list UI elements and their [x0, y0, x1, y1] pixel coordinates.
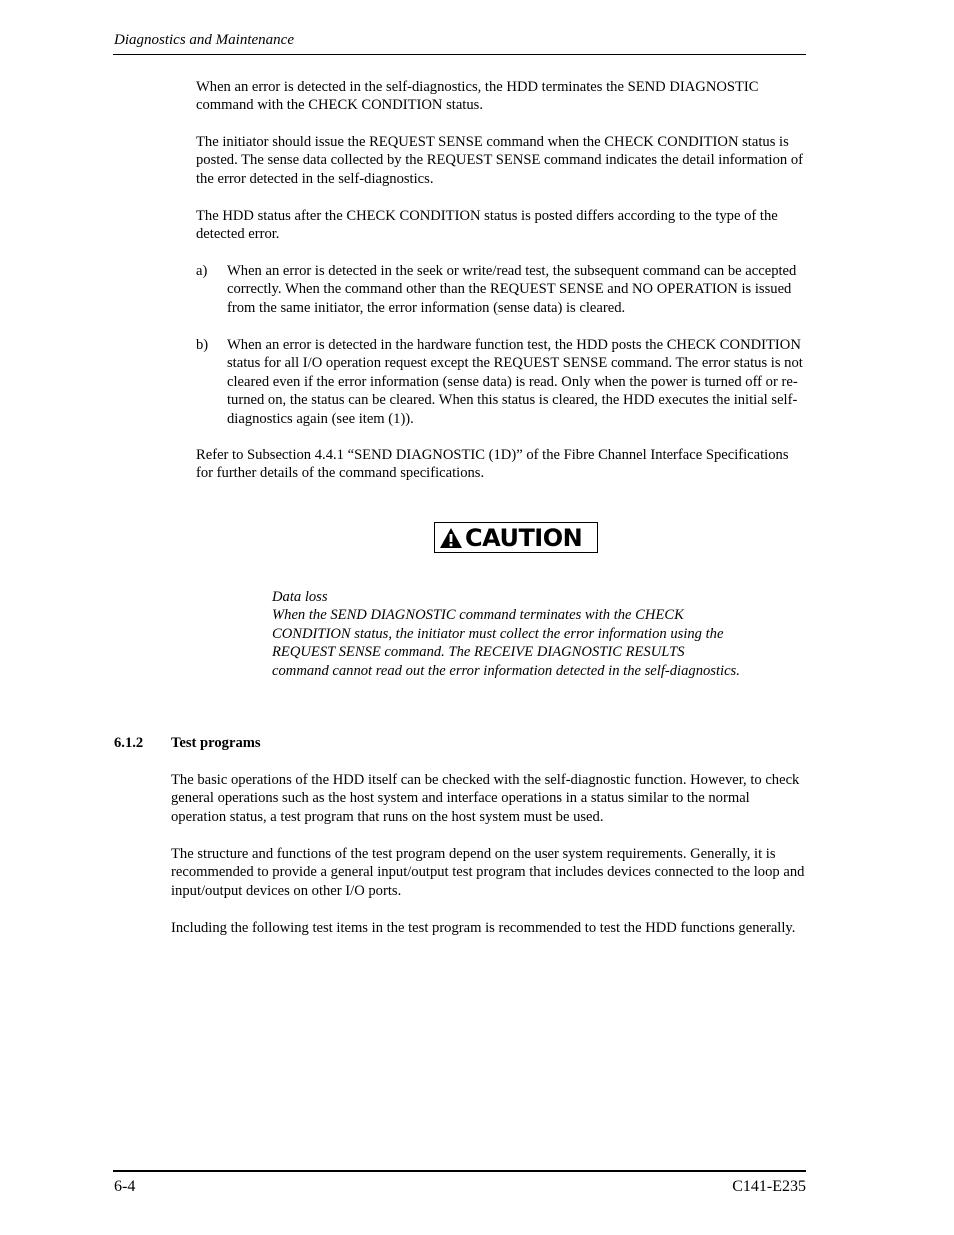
- caution-title: Data loss: [272, 589, 328, 605]
- paragraph-hdd-status: The HDD status after the CHECK CONDITION status is posted differs according to the type of the detected error.: [196, 208, 778, 243]
- paragraph-basic-operations: The basic operations of the HDD itself can be checked with the self-diagnostic function. However, to check general operations such as the host system and interface operations in a status similar to the normal operation status, a test program that runs on the host system must be used.: [171, 772, 800, 825]
- caution-body: When the SEND DIAGNOSTIC command terminates with the CHECK CONDITION status, the initiator must collect the error information using the REQUEST SENSE command. The RECEIVE DIAGNOSTIC RESULTS command cannot read out the error information detected in the self-diagnostics.: [272, 607, 740, 679]
- document-id: C141-E235: [732, 1178, 806, 1195]
- footer-divider: [113, 1170, 806, 1172]
- caution-message: [272, 588, 742, 680]
- caution-word: CAUTION: [465, 523, 583, 552]
- header-divider: [113, 54, 806, 55]
- section-title: Test programs: [171, 735, 261, 751]
- list-item-label: b): [196, 337, 209, 353]
- page-number: 6-4: [114, 1178, 136, 1195]
- paragraph-refer-subsection: Refer to Subsection 4.4.1 “SEND DIAGNOSTIC (1D)” of the Fibre Channel Interface Specifications for further details of the command specifications.: [196, 447, 789, 482]
- paragraph-error-detected: When an error is detected in the self-diagnostics, the HDD terminates the SEND DIAGNOSTIC command with the CHECK CONDITION status.: [196, 79, 759, 114]
- section-heading: [114, 735, 261, 752]
- list-item-text: When an error is detected in the seek or write/read test, the subsequent command can be accepted correctly. When the command other than the REQUEST SENSE and NO OPERATION is issued from the same initiator, the error information (sense data) is cleared.: [227, 263, 797, 316]
- list-item-label: a): [196, 263, 208, 279]
- section-number: 6.1.2: [114, 735, 144, 751]
- caution-label: [434, 522, 598, 553]
- paragraph-request-sense: The initiator should issue the REQUEST SENSE command when the CHECK CONDITION status is posted. The sense data collected by the REQUEST SENSE command indicates the detail information of the error detected in the self-diagnostics.: [196, 134, 803, 187]
- paragraph-structure-functions: The structure and functions of the test program depend on the user system requirements. Generally, it is recommended to provide a general input/output test program that includes devices connected to the loop and input/output devices on other I/O ports.: [171, 846, 805, 899]
- paragraph-test-items: Including the following test items in the test program is recommended to test the HDD functions generally.: [171, 920, 796, 936]
- running-header-title: Diagnostics and Maintenance: [114, 32, 294, 48]
- warning-triangle-icon: [439, 526, 463, 550]
- list-item-text: When an error is detected in the hardware function test, the HDD posts the CHECK CONDITION status for all I/O operation request except the REQUEST SENSE command. The error status is not cleared even if the error information (sense data) is read. Only when the power is turned off or re-turned on, the status can be cleared. When this status is cleared, the HDD executes the initial self-diagnostics again (see item (1)).: [227, 337, 803, 427]
